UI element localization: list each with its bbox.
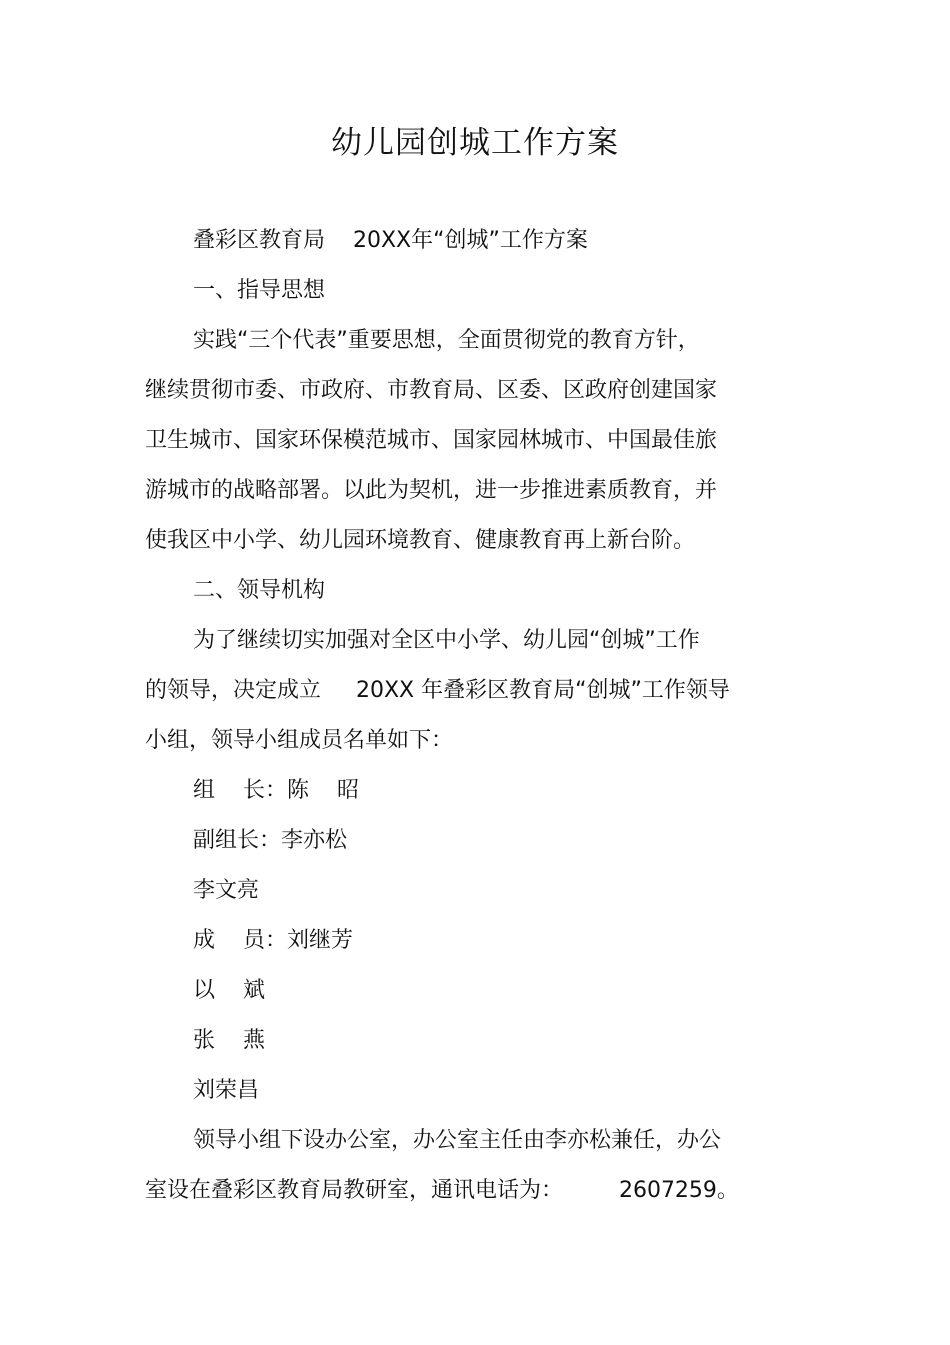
subtitle-line: 叠彩区教育局 20XX年“创城”工作方案 [193,228,588,253]
member-item: 张 燕 [193,1028,265,1053]
member-deputy-2: 李文亮 [193,878,260,903]
paragraph-1-line-1: 实践“三个代表”重要思想，全面贯彻党的教育方针， [193,328,700,353]
document-title: 幼儿园创城工作方案 [331,125,619,161]
paragraph-1-line-3: 卫生城市、国家环保模范城市、国家园林城市、中国最佳旅 [145,428,718,453]
member-item: 刘荣昌 [193,1078,260,1103]
paragraph-1-line-5: 使我区中小学、幼儿园环境教育、健康教育再上新台阶。 [145,528,696,553]
member-list-start: 成 员：刘继芳 [193,928,353,953]
member-leader: 组 长：陈 昭 [193,778,359,803]
section-heading-2: 二、领导机构 [193,578,326,603]
paragraph-3-line-1: 领导小组下设办公室，办公室主任由李亦松兼任，办公 [193,1128,722,1153]
section-heading-1: 一、指导思想 [193,278,326,303]
paragraph-1-line-4: 游城市的战略部署。以此为契机，进一步推进素质教育，并 [145,478,718,503]
paragraph-1-line-2: 继续贯彻市委、市政府、市教育局、区委、区政府创建国家 [145,378,718,403]
paragraph-2-line-3: 小组，领导小组成员名单如下： [145,728,454,753]
paragraph-3-line-2: 室设在叠彩区教育局教研室，通讯电话为： 2607259。 [145,1178,739,1203]
member-deputy-leader: 副组长：李亦松 [193,828,348,853]
paragraph-2-line-2: 的领导，决定成立 20XX 年叠彩区教育局“创城”工作领导 [145,678,730,703]
member-item: 以 斌 [193,978,265,1003]
paragraph-2-line-1: 为了继续切实加强对全区中小学、幼儿园“创城”工作 [193,628,700,653]
